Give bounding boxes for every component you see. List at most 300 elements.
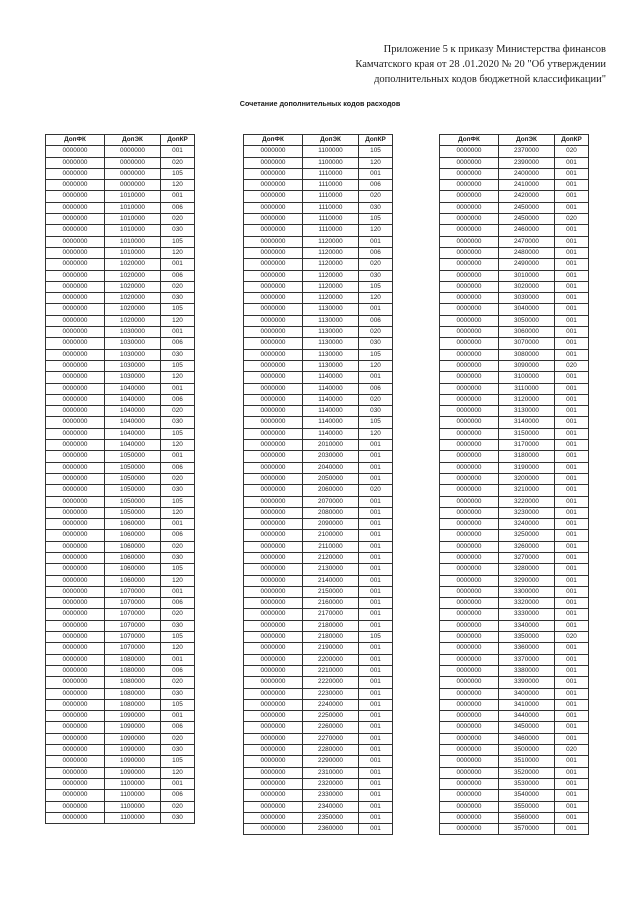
cell-dopfk: 0000000 (440, 699, 499, 710)
cell-dopkr: 120 (161, 767, 195, 778)
cell-dopek: 1140000 (303, 394, 359, 405)
cell-dopfk: 0000000 (440, 428, 499, 439)
cell-dopfk: 0000000 (244, 801, 303, 812)
cell-dopfk: 0000000 (244, 146, 303, 157)
cell-dopkr: 001 (161, 451, 195, 462)
cell-dopfk: 0000000 (440, 688, 499, 699)
cell-dopkr: 105 (359, 214, 393, 225)
cell-dopkr: 001 (555, 778, 589, 789)
cell-dopek: 1010000 (105, 236, 161, 247)
cell-dopek: 1090000 (105, 722, 161, 733)
cell-dopkr: 001 (359, 654, 393, 665)
table-row (244, 745, 393, 756)
cell-dopfk: 0000000 (46, 507, 105, 518)
cell-dopfk: 0000000 (244, 417, 303, 428)
cell-dopfk: 0000000 (46, 665, 105, 676)
table-row (440, 767, 589, 778)
cell-dopek: 2220000 (303, 677, 359, 688)
table-row (46, 609, 195, 620)
cell-dopek: 1120000 (303, 247, 359, 258)
cell-dopek: 2290000 (303, 756, 359, 767)
cell-dopfk: 0000000 (244, 259, 303, 270)
cell-dopfk: 0000000 (440, 575, 499, 586)
cell-dopek: 1110000 (303, 214, 359, 225)
cell-dopek: 2090000 (303, 519, 359, 530)
cell-dopfk: 0000000 (46, 733, 105, 744)
table-row (46, 507, 195, 518)
table-row (46, 406, 195, 417)
cell-dopkr: 001 (555, 677, 589, 688)
cell-dopkr: 006 (161, 790, 195, 801)
cell-dopek: 1010000 (105, 225, 161, 236)
cell-dopek: 1130000 (303, 338, 359, 349)
cell-dopfk: 0000000 (244, 440, 303, 451)
cell-dopek: 2470000 (499, 236, 555, 247)
cell-dopek: 3280000 (499, 564, 555, 575)
cell-dopkr: 020 (161, 677, 195, 688)
cell-dopkr: 001 (359, 552, 393, 563)
cell-dopek: 1040000 (105, 383, 161, 394)
column-header-dopek: ДопЭК (499, 135, 555, 146)
cell-dopfk: 0000000 (46, 564, 105, 575)
column-header-dopkr: ДопКР (359, 135, 393, 146)
cell-dopkr: 001 (359, 790, 393, 801)
cell-dopkr: 001 (555, 417, 589, 428)
table-row (244, 790, 393, 801)
cell-dopkr: 006 (161, 202, 195, 213)
cell-dopkr: 001 (555, 236, 589, 247)
cell-dopkr: 001 (555, 315, 589, 326)
cell-dopfk: 0000000 (244, 677, 303, 688)
table-row (440, 281, 589, 292)
cell-dopfk: 0000000 (244, 564, 303, 575)
cell-dopek: 1040000 (105, 440, 161, 451)
cell-dopfk: 0000000 (46, 293, 105, 304)
cell-dopkr: 105 (161, 360, 195, 371)
cell-dopek: 2120000 (303, 552, 359, 563)
cell-dopkr: 120 (161, 575, 195, 586)
cell-dopek: 1050000 (105, 473, 161, 484)
cell-dopek: 3050000 (499, 315, 555, 326)
cell-dopfk: 0000000 (440, 304, 499, 315)
cell-dopfk: 0000000 (440, 360, 499, 371)
cell-dopek: 3570000 (499, 824, 555, 835)
cell-dopfk: 0000000 (244, 767, 303, 778)
cell-dopek: 2030000 (303, 451, 359, 462)
cell-dopkr: 001 (555, 304, 589, 315)
table-row (46, 180, 195, 191)
cell-dopfk: 0000000 (46, 157, 105, 168)
cell-dopfk: 0000000 (440, 417, 499, 428)
cell-dopek: 3170000 (499, 440, 555, 451)
table-row (244, 383, 393, 394)
cell-dopek: 1070000 (105, 598, 161, 609)
cell-dopfk: 0000000 (244, 733, 303, 744)
table-row (244, 349, 393, 360)
cell-dopfk: 0000000 (46, 394, 105, 405)
table-row (46, 756, 195, 767)
table-row (440, 722, 589, 733)
table-row (244, 643, 393, 654)
cell-dopkr: 001 (555, 180, 589, 191)
cell-dopek: 2150000 (303, 586, 359, 597)
cell-dopek: 3440000 (499, 711, 555, 722)
cell-dopek: 2250000 (303, 711, 359, 722)
table-row (46, 259, 195, 270)
table-row (46, 202, 195, 213)
cell-dopek: 2210000 (303, 665, 359, 676)
cell-dopek: 1130000 (303, 327, 359, 338)
cell-dopfk: 0000000 (46, 180, 105, 191)
cell-dopfk: 0000000 (244, 338, 303, 349)
cell-dopkr: 020 (555, 146, 589, 157)
cell-dopkr: 001 (359, 451, 393, 462)
cell-dopek: 1110000 (303, 191, 359, 202)
table-row (46, 247, 195, 258)
cell-dopkr: 001 (555, 270, 589, 281)
cell-dopfk: 0000000 (244, 711, 303, 722)
cell-dopek: 2100000 (303, 530, 359, 541)
table-row (440, 462, 589, 473)
table-row (440, 745, 589, 756)
cell-dopfk: 0000000 (440, 778, 499, 789)
cell-dopkr: 006 (161, 598, 195, 609)
cell-dopkr: 001 (161, 711, 195, 722)
cell-dopkr: 001 (555, 812, 589, 823)
cell-dopfk: 0000000 (46, 202, 105, 213)
table-row (440, 191, 589, 202)
table-row (244, 733, 393, 744)
cell-dopkr: 105 (161, 428, 195, 439)
cell-dopfk: 0000000 (46, 552, 105, 563)
table-row (440, 598, 589, 609)
cell-dopkr: 001 (555, 451, 589, 462)
cell-dopkr: 001 (555, 643, 589, 654)
column-header-dopkr: ДопКР (555, 135, 589, 146)
cell-dopkr: 105 (161, 564, 195, 575)
cell-dopfk: 0000000 (440, 552, 499, 563)
cell-dopek: 2010000 (303, 440, 359, 451)
cell-dopfk: 0000000 (244, 688, 303, 699)
cell-dopek: 1100000 (303, 157, 359, 168)
table-row (46, 575, 195, 586)
cell-dopkr: 001 (555, 688, 589, 699)
cell-dopfk: 0000000 (440, 236, 499, 247)
table-row (440, 214, 589, 225)
table-row (440, 519, 589, 530)
cell-dopfk: 0000000 (244, 496, 303, 507)
cell-dopkr: 120 (359, 428, 393, 439)
cell-dopfk: 0000000 (46, 496, 105, 507)
cell-dopek: 1070000 (105, 609, 161, 620)
cell-dopek: 1130000 (303, 315, 359, 326)
cell-dopkr: 105 (161, 632, 195, 643)
cell-dopfk: 0000000 (440, 225, 499, 236)
cell-dopfk: 0000000 (440, 349, 499, 360)
cell-dopek: 2160000 (303, 598, 359, 609)
cell-dopfk: 0000000 (440, 259, 499, 270)
cell-dopek: 1060000 (105, 541, 161, 552)
cell-dopfk: 0000000 (440, 383, 499, 394)
cell-dopkr: 001 (555, 485, 589, 496)
cell-dopek: 3270000 (499, 552, 555, 563)
cell-dopfk: 0000000 (244, 586, 303, 597)
cell-dopkr: 001 (359, 677, 393, 688)
cell-dopkr: 001 (359, 801, 393, 812)
cell-dopkr: 120 (161, 643, 195, 654)
cell-dopek: 1070000 (105, 643, 161, 654)
table-row (440, 643, 589, 654)
table-row (244, 575, 393, 586)
table-row (46, 643, 195, 654)
cell-dopek: 2400000 (499, 168, 555, 179)
cell-dopkr: 001 (555, 801, 589, 812)
cell-dopkr: 006 (161, 462, 195, 473)
cell-dopek: 1070000 (105, 620, 161, 631)
table-row (244, 146, 393, 157)
cell-dopkr: 001 (555, 202, 589, 213)
table-row (244, 688, 393, 699)
cell-dopfk: 0000000 (244, 180, 303, 191)
cell-dopfk: 0000000 (244, 485, 303, 496)
cell-dopfk: 0000000 (244, 552, 303, 563)
cell-dopek: 1030000 (105, 349, 161, 360)
cell-dopek: 1120000 (303, 281, 359, 292)
cell-dopek: 1140000 (303, 406, 359, 417)
cell-dopkr: 030 (161, 293, 195, 304)
cell-dopkr: 120 (161, 315, 195, 326)
cell-dopkr: 030 (161, 349, 195, 360)
cell-dopek: 3330000 (499, 609, 555, 620)
cell-dopfk: 0000000 (46, 383, 105, 394)
cell-dopkr: 030 (161, 485, 195, 496)
cell-dopek: 3340000 (499, 620, 555, 631)
table-row (244, 801, 393, 812)
cell-dopfk: 0000000 (440, 473, 499, 484)
cell-dopfk: 0000000 (440, 519, 499, 530)
cell-dopfk: 0000000 (244, 745, 303, 756)
cell-dopek: 1070000 (105, 586, 161, 597)
table-row (440, 552, 589, 563)
cell-dopkr: 030 (359, 202, 393, 213)
cell-dopfk: 0000000 (46, 338, 105, 349)
table-row (46, 214, 195, 225)
cell-dopkr: 001 (555, 609, 589, 620)
cell-dopek: 1090000 (105, 767, 161, 778)
table-row (440, 349, 589, 360)
cell-dopfk: 0000000 (440, 293, 499, 304)
table-row (440, 756, 589, 767)
cell-dopek: 1040000 (105, 406, 161, 417)
cell-dopfk: 0000000 (46, 462, 105, 473)
table-row (440, 394, 589, 405)
table-row (440, 270, 589, 281)
cell-dopkr: 120 (161, 372, 195, 383)
cell-dopkr: 120 (359, 225, 393, 236)
cell-dopkr: 020 (161, 214, 195, 225)
cell-dopek: 0000000 (105, 168, 161, 179)
table-row (244, 236, 393, 247)
cell-dopkr: 030 (359, 406, 393, 417)
cell-dopkr: 001 (555, 575, 589, 586)
table-row (244, 473, 393, 484)
table-row (244, 259, 393, 270)
cell-dopkr: 001 (555, 586, 589, 597)
cell-dopkr: 001 (555, 394, 589, 405)
cell-dopfk: 0000000 (244, 462, 303, 473)
cell-dopkr: 006 (359, 247, 393, 258)
table-row (440, 360, 589, 371)
table-row (46, 801, 195, 812)
cell-dopfk: 0000000 (244, 191, 303, 202)
cell-dopek: 1100000 (105, 801, 161, 812)
cell-dopkr: 001 (161, 654, 195, 665)
table-row (244, 620, 393, 631)
table-row (46, 598, 195, 609)
cell-dopfk: 0000000 (244, 699, 303, 710)
cell-dopkr: 001 (555, 191, 589, 202)
cell-dopek: 3120000 (499, 394, 555, 405)
cell-dopek: 1120000 (303, 236, 359, 247)
cell-dopkr: 001 (555, 564, 589, 575)
cell-dopkr: 001 (555, 383, 589, 394)
cell-dopkr: 006 (161, 394, 195, 405)
cell-dopkr: 001 (359, 564, 393, 575)
table-row (244, 564, 393, 575)
cell-dopfk: 0000000 (244, 451, 303, 462)
table-row (244, 519, 393, 530)
table-row (440, 778, 589, 789)
table-row (46, 519, 195, 530)
cell-dopek: 1120000 (303, 270, 359, 281)
cell-dopkr: 020 (161, 157, 195, 168)
cell-dopkr: 001 (555, 665, 589, 676)
cell-dopkr: 001 (359, 812, 393, 823)
cell-dopek: 1090000 (105, 756, 161, 767)
cell-dopfk: 0000000 (440, 564, 499, 575)
cell-dopek: 1070000 (105, 632, 161, 643)
cell-dopkr: 001 (359, 575, 393, 586)
table-row (244, 247, 393, 258)
cell-dopkr: 001 (161, 327, 195, 338)
table-row (244, 327, 393, 338)
cell-dopek: 2180000 (303, 620, 359, 631)
table-row (440, 632, 589, 643)
table-row (46, 191, 195, 202)
table-row (46, 338, 195, 349)
table-row (440, 711, 589, 722)
cell-dopfk: 0000000 (440, 586, 499, 597)
header-line-3: дополнительных кодов бюджетной классификации" (374, 74, 606, 85)
cell-dopkr: 001 (555, 598, 589, 609)
cell-dopkr: 030 (161, 620, 195, 631)
cell-dopkr: 001 (359, 767, 393, 778)
cell-dopek: 1100000 (105, 790, 161, 801)
cell-dopek: 3110000 (499, 383, 555, 394)
table-row (46, 812, 195, 823)
table-row (440, 620, 589, 631)
cell-dopkr: 001 (555, 541, 589, 552)
cell-dopek: 1020000 (105, 259, 161, 270)
cell-dopek: 1110000 (303, 225, 359, 236)
table-row (244, 778, 393, 789)
cell-dopfk: 0000000 (440, 620, 499, 631)
cell-dopfk: 0000000 (46, 406, 105, 417)
cell-dopek: 2450000 (499, 202, 555, 213)
cell-dopkr: 105 (359, 146, 393, 157)
cell-dopek: 1030000 (105, 338, 161, 349)
table-row (46, 699, 195, 710)
cell-dopfk: 0000000 (440, 541, 499, 552)
table-row (244, 496, 393, 507)
cell-dopkr: 105 (161, 699, 195, 710)
cell-dopek: 1110000 (303, 202, 359, 213)
cell-dopek: 3140000 (499, 417, 555, 428)
cell-dopek: 3320000 (499, 598, 555, 609)
cell-dopkr: 006 (359, 180, 393, 191)
cell-dopkr: 020 (161, 281, 195, 292)
cell-dopek: 3530000 (499, 778, 555, 789)
cell-dopkr: 105 (359, 632, 393, 643)
cell-dopek: 1030000 (105, 360, 161, 371)
cell-dopfk: 0000000 (244, 383, 303, 394)
table-row (244, 157, 393, 168)
cell-dopek: 3080000 (499, 349, 555, 360)
cell-dopek: 1060000 (105, 530, 161, 541)
cell-dopek: 2280000 (303, 745, 359, 756)
table-row (244, 304, 393, 315)
table-row (244, 417, 393, 428)
cell-dopfk: 0000000 (46, 530, 105, 541)
cell-dopek: 1080000 (105, 654, 161, 665)
cell-dopkr: 105 (161, 304, 195, 315)
table-row (46, 428, 195, 439)
cell-dopkr: 105 (161, 756, 195, 767)
cell-dopfk: 0000000 (46, 620, 105, 631)
cell-dopkr: 001 (161, 383, 195, 394)
table-row (440, 824, 589, 835)
cell-dopkr: 030 (161, 552, 195, 563)
cell-dopek: 3560000 (499, 812, 555, 823)
cell-dopkr: 001 (359, 643, 393, 654)
cell-dopfk: 0000000 (244, 327, 303, 338)
table-row (244, 677, 393, 688)
cell-dopkr: 001 (359, 236, 393, 247)
table-row (440, 812, 589, 823)
cell-dopek: 1050000 (105, 496, 161, 507)
table-row (440, 372, 589, 383)
table-row (244, 372, 393, 383)
table-row (244, 598, 393, 609)
cell-dopfk: 0000000 (440, 767, 499, 778)
cell-dopfk: 0000000 (244, 281, 303, 292)
table-row (46, 552, 195, 563)
cell-dopfk: 0000000 (244, 270, 303, 281)
table-row (244, 281, 393, 292)
cell-dopkr: 020 (359, 259, 393, 270)
table-row (440, 688, 589, 699)
cell-dopfk: 0000000 (46, 281, 105, 292)
table-row (244, 428, 393, 439)
cell-dopek: 1040000 (105, 417, 161, 428)
cell-dopkr: 120 (161, 180, 195, 191)
cell-dopek: 2490000 (499, 259, 555, 270)
cell-dopfk: 0000000 (244, 722, 303, 733)
cell-dopek: 3380000 (499, 665, 555, 676)
cell-dopfk: 0000000 (46, 688, 105, 699)
cell-dopkr: 001 (359, 778, 393, 789)
table-row (46, 745, 195, 756)
